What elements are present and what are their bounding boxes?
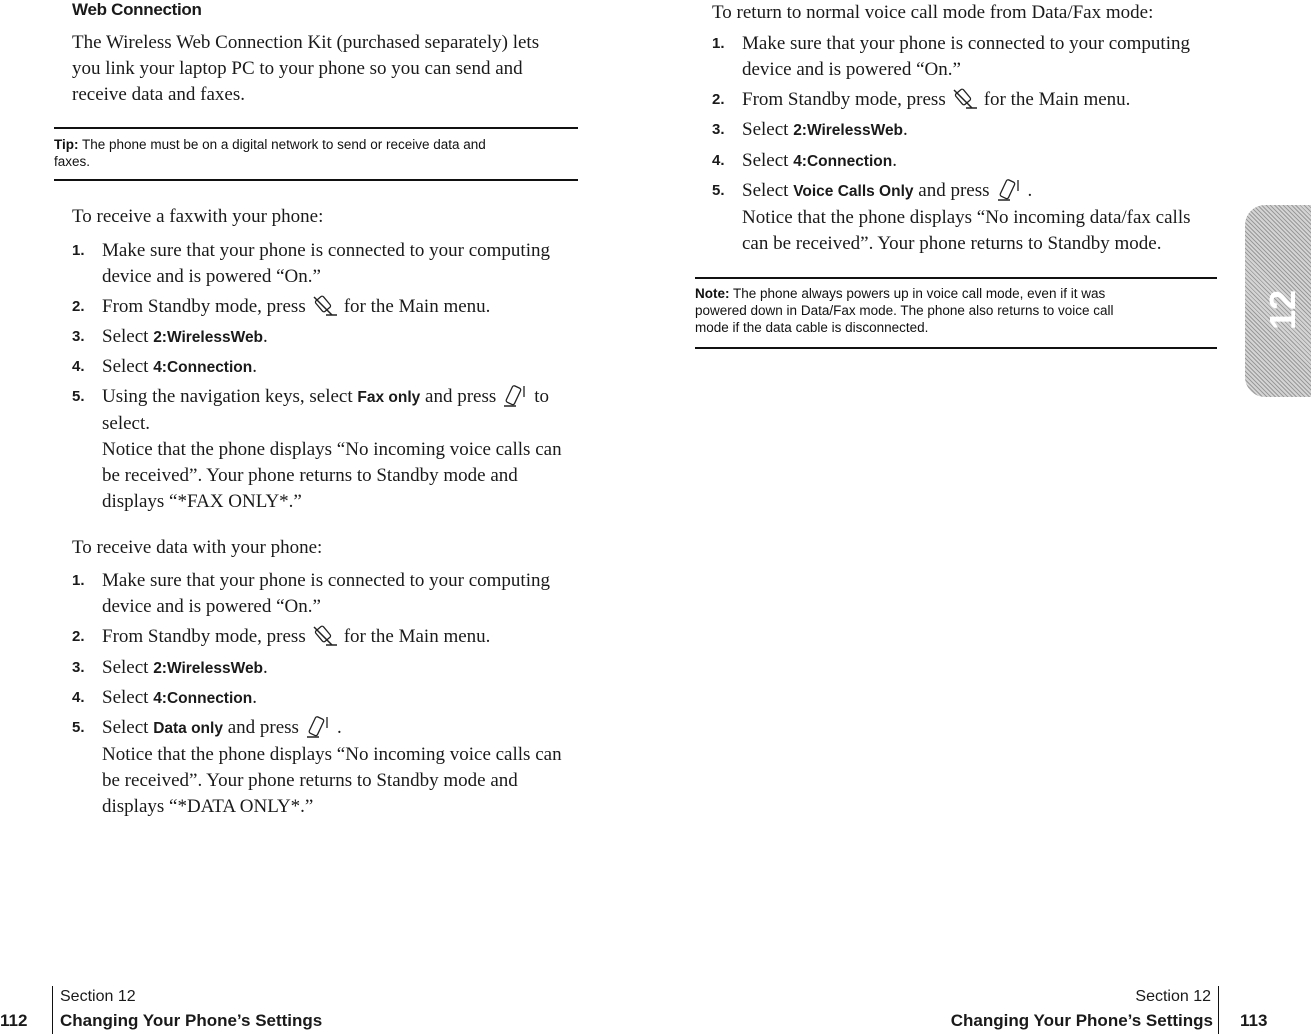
- step-text: and press: [420, 386, 497, 407]
- step-number: 1.: [72, 242, 85, 259]
- tip-label: Tip:: [54, 137, 79, 152]
- step-text: Select: [102, 356, 154, 377]
- step-text: device and is powered “On.”: [102, 596, 321, 617]
- step-number: 5.: [72, 388, 85, 405]
- step-text: Notice that the phone displays “No incoming voice calls can: [102, 439, 562, 460]
- step-number: 4.: [72, 689, 85, 706]
- footer-section: Section 12: [1135, 988, 1211, 1005]
- step-text: Select: [102, 657, 154, 678]
- note-label: Note:: [695, 286, 730, 301]
- footer-divider: [52, 986, 53, 1034]
- step-text: .: [252, 356, 257, 377]
- note-callout: [695, 285, 1217, 336]
- section-heading: Web Connection: [72, 0, 202, 19]
- menu-option: Data only: [153, 720, 223, 737]
- menu-option: 2:WirelessWeb: [153, 660, 264, 677]
- step-number: 1.: [72, 572, 85, 589]
- intro-paragraph: [72, 30, 539, 108]
- fax-intro: To receive a faxwith your phone:: [72, 206, 324, 227]
- step-number: 3.: [72, 328, 85, 345]
- step-number: 2.: [712, 91, 725, 108]
- note-bottom-rule: [695, 347, 1217, 349]
- step-text: Select: [742, 180, 794, 201]
- step-text: displays “*FAX ONLY*.”: [102, 491, 302, 512]
- step-text: .: [336, 717, 342, 738]
- step-text: Select: [102, 687, 154, 708]
- tip-text: The phone must be on a digital network to send or receive data and: [82, 137, 486, 152]
- step-text: select.: [102, 413, 151, 434]
- menu-key-icon: [946, 89, 984, 110]
- step-text: to: [534, 386, 550, 407]
- step-number: 1.: [712, 35, 725, 52]
- step-text: From Standby mode, press: [102, 296, 306, 317]
- tip-bottom-rule: [54, 179, 578, 181]
- step-text: can be received”. Your phone returns to Standby mode.: [742, 233, 1162, 254]
- menu-key-icon: [306, 296, 344, 317]
- step-text: .: [263, 326, 268, 347]
- ok-key-icon: [299, 717, 337, 738]
- step-text: Notice that the phone displays “No incoming data/fax calls: [742, 207, 1191, 228]
- ok-key-icon: [496, 386, 534, 407]
- step-number: 4.: [72, 358, 85, 375]
- step-text: for the Main menu.: [343, 626, 491, 647]
- data-intro: To receive data with your phone:: [72, 537, 323, 558]
- intro-line: you link your laptop PC to your phone so you can send and: [72, 58, 523, 79]
- step-text: From Standby mode, press: [102, 626, 306, 647]
- step-number: 2.: [72, 628, 85, 645]
- menu-option: 4:Connection: [153, 359, 253, 376]
- step-text: Select: [102, 717, 154, 738]
- note-text: mode if the data cable is disconnected.: [695, 320, 929, 335]
- ok-key-icon: [990, 180, 1028, 201]
- step-text: be received”. Your phone returns to Standby mode and: [102, 770, 518, 791]
- step-text: device and is powered “On.”: [102, 266, 321, 287]
- intro-line: receive data and faxes.: [72, 84, 246, 105]
- page-number: 113: [1240, 1011, 1268, 1030]
- footer-section: Section 12: [60, 988, 136, 1005]
- tip-callout: [54, 136, 578, 170]
- step-text: Select: [742, 150, 794, 171]
- step-number: 5.: [72, 719, 85, 736]
- step-text: and press: [222, 717, 299, 738]
- step-text: From Standby mode, press: [742, 89, 946, 110]
- footer-divider: [1218, 986, 1219, 1034]
- step-text: .: [892, 150, 897, 171]
- step-number: 3.: [72, 659, 85, 676]
- step-number: 3.: [712, 121, 725, 138]
- step-text: .: [903, 119, 908, 140]
- step-text: Make sure that your phone is connected to your computing: [102, 570, 550, 591]
- step-text: Make sure that your phone is connected to your computing: [102, 240, 550, 261]
- note-top-rule: [695, 277, 1217, 279]
- menu-option: 4:Connection: [153, 690, 253, 707]
- menu-key-icon: [306, 626, 344, 647]
- step-text: Notice that the phone displays “No incoming voice calls can: [102, 744, 562, 765]
- step-number: 5.: [712, 182, 725, 199]
- note-text: powered down in Data/Fax mode. The phone also returns to voice call: [695, 303, 1114, 318]
- step-number: 2.: [72, 298, 85, 315]
- step-text: device and is powered “On.”: [742, 59, 961, 80]
- tip-text: faxes.: [54, 154, 91, 169]
- step-text: for the Main menu.: [983, 89, 1131, 110]
- step-text: Make sure that your phone is connected to your computing: [742, 33, 1190, 54]
- intro-line: The Wireless Web Connection Kit (purchased separately) lets: [72, 32, 540, 53]
- menu-option: 2:WirelessWeb: [793, 122, 904, 139]
- voice-intro: To return to normal voice call mode from Data/Fax mode:: [712, 2, 1154, 23]
- step-text: Using the navigation keys, select: [102, 386, 358, 407]
- footer-title: Changing Your Phone’s Settings: [950, 1011, 1213, 1030]
- step-text: and press: [913, 180, 990, 201]
- note-text: The phone always powers up in voice call mode, even if it was: [733, 286, 1106, 301]
- menu-option: Voice Calls Only: [793, 183, 914, 200]
- step-text: .: [263, 657, 268, 678]
- footer-title: Changing Your Phone’s Settings: [60, 1011, 323, 1030]
- page-number: 112: [0, 1011, 28, 1030]
- step-text: .: [1027, 180, 1033, 201]
- menu-option: Fax only: [357, 389, 421, 406]
- menu-option: 4:Connection: [793, 153, 893, 170]
- tip-top-rule: [54, 127, 578, 129]
- step-text: for the Main menu.: [343, 296, 491, 317]
- step-text: .: [252, 687, 257, 708]
- step-text: be received”. Your phone returns to Standby mode and: [102, 465, 518, 486]
- step-text: displays “*DATA ONLY*.”: [102, 796, 314, 817]
- section-tab-number: 12: [1262, 289, 1303, 330]
- menu-option: 2:WirelessWeb: [153, 329, 264, 346]
- step-text: Select: [742, 119, 794, 140]
- step-number: 4.: [712, 152, 725, 169]
- step-text: Select: [102, 326, 154, 347]
